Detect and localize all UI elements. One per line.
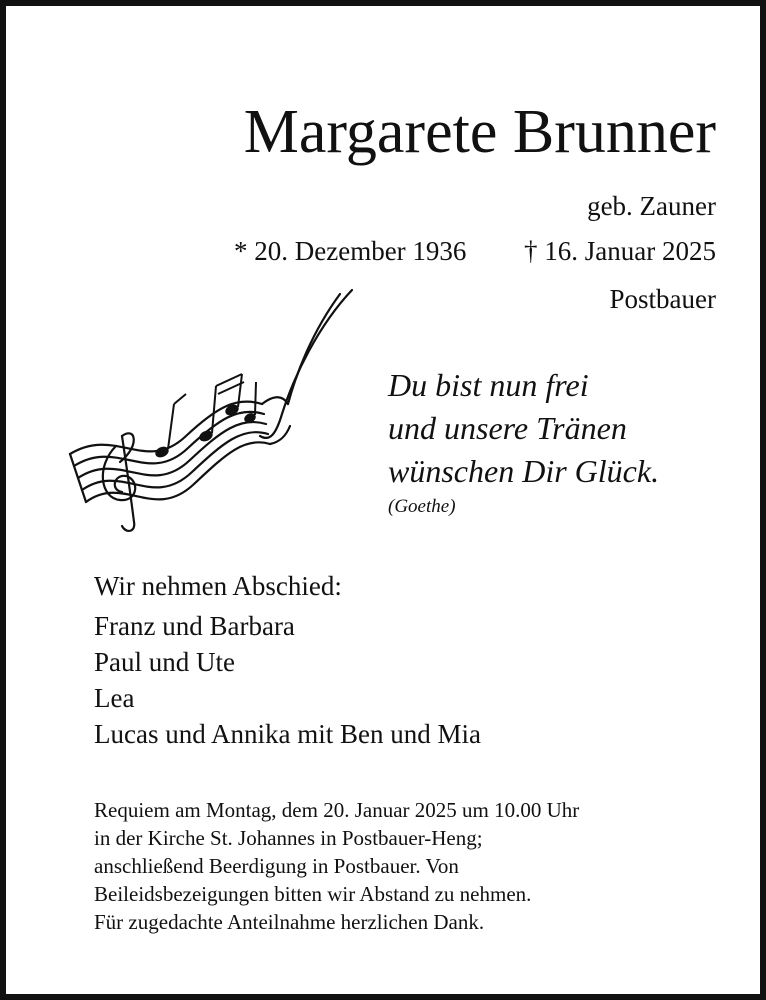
death-date: † 16. Januar 2025 xyxy=(524,236,716,266)
mourner-name: Lea xyxy=(94,683,135,713)
notice-line: in der Kirche St. Johannes in Postbauer-Heng; xyxy=(94,826,483,850)
mourners-list xyxy=(94,568,481,752)
quote-line: wünschen Dir Glück. xyxy=(388,453,660,489)
notice-line: Beileidsbezeigungen bitten wir Abstand zu nehmen. xyxy=(94,882,532,906)
maiden-name: geb. Zauner xyxy=(587,191,716,221)
mourner-name: Lucas und Annika mit Ben und Mia xyxy=(94,719,481,749)
deceased-name: Margarete Brunner xyxy=(243,98,716,166)
service-notice xyxy=(94,796,579,936)
place: Postbauer xyxy=(609,284,716,314)
notice-line: anschließend Beerdigung in Postbauer. Von xyxy=(94,854,459,878)
quote-author: (Goethe) xyxy=(388,496,456,517)
mourner-name: Paul und Ute xyxy=(94,647,235,677)
quote-line: und unsere Tränen xyxy=(388,410,627,446)
mourner-name: Franz und Barbara xyxy=(94,611,295,641)
birth-date: * 20. Dezember 1936 xyxy=(234,236,467,266)
music-sheet-ribbon-icon xyxy=(56,286,356,536)
notice-line: Requiem am Montag, dem 20. Januar 2025 um 10.00 Uhr xyxy=(94,798,580,822)
notice-line: Für zugedachte Anteilnahme herzlichen Dank. xyxy=(94,910,485,934)
quote-line: Du bist nun frei xyxy=(388,367,589,403)
mourners-heading: Wir nehmen Abschied: xyxy=(94,571,342,601)
quote xyxy=(388,364,659,493)
